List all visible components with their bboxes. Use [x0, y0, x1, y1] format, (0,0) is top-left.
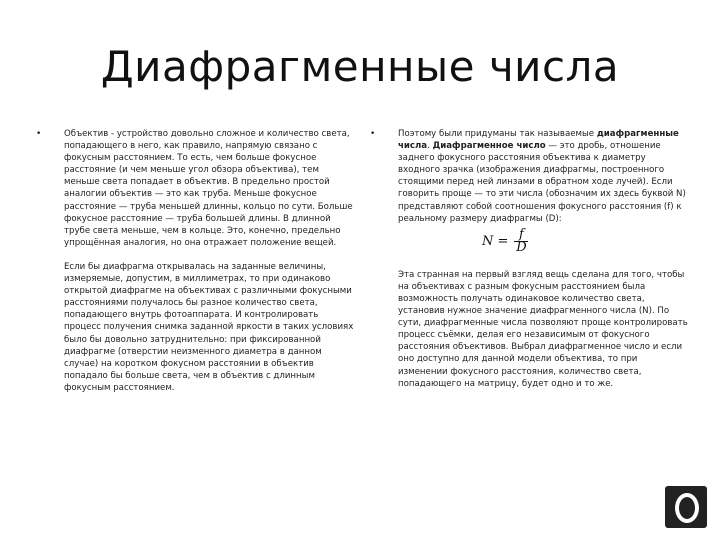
formula-lhs: N = [482, 233, 509, 249]
right-p1-text-c: — это дробь, отношение заднего фокусного расстояния объектива к диаметру входного зрачка (изображения диафрагмы, построенного стоящими перед ней линзами в обратном ходе лучей). Если говорить проще — то эти числа (обозначим их здесь буквой N) представляют собой соотношения фокусного расстояния (f) к реальному размеру диафрагмы (D): [398, 141, 686, 224]
left-column [36, 128, 356, 394]
left-paragraph-1: Объектив - устройство довольно сложное и количество света, попадающего в него, как правило, напрямую связано с фокусным расстоянием. То есть, чем больше фокусное расстояние (и чем меньше угол обзора объектива), тем меньше света попадает в объектив. В предельно простой аналогии объектив — это как труба. Меньше фокусное расстояние — труба меньшей длинны, кольцо по сути. Больше фокусное расстояние — труба большей длины. В длинной трубе света меньше, чем в кольце. Это, конечно, предельно упрощённая аналогия, но она отражает положение вещей. [64, 129, 353, 248]
left-paragraph-2: Если бы диафрагма открывалась на заданные величины, измеряемые, допустим, в миллиметрах, то при одинаково открытой диафрагме на объективах с различными фокусными расстояниями получалось бы разное количество света, попадающего внутрь фотоаппарата. И контролировать процесс получения снимка заданной яркости в таких условиях было бы довольно затруднительно: при фиксированной диафрагме (отверстии неизменного диаметра в данном случае) на коротком фокусном расстоянии в объектив попадало бы больше света, чем в объектив с длинным фокусным расстоянием. [64, 261, 354, 393]
term-aperture-numbers: диафрагменные числа [398, 129, 679, 152]
bullet-marker: • [36, 129, 42, 139]
right-p1-text-b: . [427, 141, 433, 152]
formula-numerator: f [519, 227, 524, 243]
right-paragraph-2: Эта странная на первый взгляд вещь сделана для того, чтобы на объективах с разным фокусным расстоянием была возможность получать одинаковое количество света, установив нужное значение диафрагменного числа (N). По сути, диафрагменные числа позволяют проще контролировать процесс съёмки, делая его независимым от фокусного расстояния объективов. Выбрал диафрагменное число и если оно доступно для данной модели объектива, то при изменении фокусного расстояния, количество света, попадающего на матрицу, будет одно и то же. [398, 269, 688, 389]
formula [482, 227, 688, 257]
right-column [370, 128, 688, 390]
slide-title: Диафрагменные числа [100, 42, 620, 91]
formula-fraction [514, 229, 528, 254]
right-paragraph-1 [398, 128, 688, 225]
formula-denominator: D [516, 240, 527, 256]
bullet-marker: • [370, 129, 376, 139]
right-p1-text-a: Поэтому были придуманы так называемые [398, 129, 597, 139]
logo-ring [675, 493, 699, 523]
o-logo-icon [665, 486, 707, 528]
term-aperture-number: Диафрагменное число [432, 141, 546, 152]
